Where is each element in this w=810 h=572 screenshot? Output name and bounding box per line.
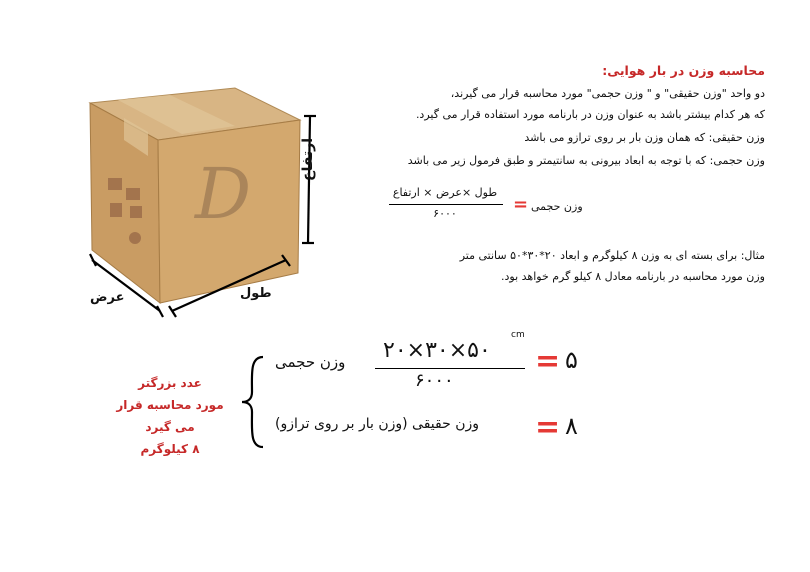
volumetric-equals: =	[535, 344, 561, 379]
unit-label: cm	[511, 330, 525, 340]
note-line-3: ۸ کیلوگرم	[140, 442, 200, 456]
width-label: عرض	[90, 290, 125, 305]
volumetric-denominator: ۶۰۰۰	[415, 370, 454, 391]
box-logo: D	[195, 153, 252, 235]
explanation-line-1: دو واحد "وزن حقیقی" و " وزن حجمی" مورد محاسبه قرار می گیرند،	[450, 87, 765, 100]
formula-numerator: طول ×عرض × ارتفاع	[392, 186, 498, 199]
volumetric-calc	[275, 330, 595, 400]
formula-equals: =	[513, 194, 529, 215]
example-line-2: وزن مورد محاسبه در بارنامه معادل ۸ کیلو گرم خواهد بود.	[501, 270, 765, 283]
explanation-line-3: وزن حقیقی: که همان وزن بار بر روی ترازو می باشد	[524, 131, 765, 144]
larger-value-note	[110, 372, 230, 460]
actual-result: ۸	[565, 412, 578, 440]
volumetric-numerator: ۲۰×۳۰×۵۰	[383, 338, 491, 363]
formula-fraction-line	[389, 204, 503, 205]
height-label: ارتفاع	[300, 138, 316, 182]
formula	[385, 180, 595, 220]
length-label: طول	[240, 286, 272, 301]
formula-denominator: ۶۰۰۰	[433, 207, 457, 220]
formula-label: وزن حجمی	[531, 200, 583, 213]
note-line-2: مورد محاسبه قرار می گیرد	[116, 398, 224, 434]
curly-brace	[238, 352, 268, 452]
actual-equals: =	[535, 410, 561, 445]
note-line-1: عدد بزرگتر	[138, 376, 202, 390]
actual-weight-row	[275, 410, 595, 450]
actual-weight-label: وزن حقیقی (وزن بار بر روی ترازو)	[275, 416, 479, 432]
explanation-line-4: وزن حجمی: که با توجه به ابعاد بیرونی به سانتیمتر و طبق فرمول زیر می باشد	[407, 154, 765, 167]
volumetric-label: وزن حجمی	[275, 353, 346, 371]
explanation-line-2: که هر کدام بیشتر باشد به عنوان وزن در بارنامه مورد استفاده قرار می گیرد.	[415, 108, 765, 121]
volumetric-fraction-line	[375, 368, 525, 369]
section-title: محاسبه وزن در بار هوایی:	[602, 63, 765, 78]
example-line-1: مثال: برای بسته ای به وزن ۸ کیلوگرم و ابعاد ۲۰*۳۰*۵۰ سانتی متر	[459, 249, 765, 262]
volumetric-result: ۵	[565, 346, 578, 374]
